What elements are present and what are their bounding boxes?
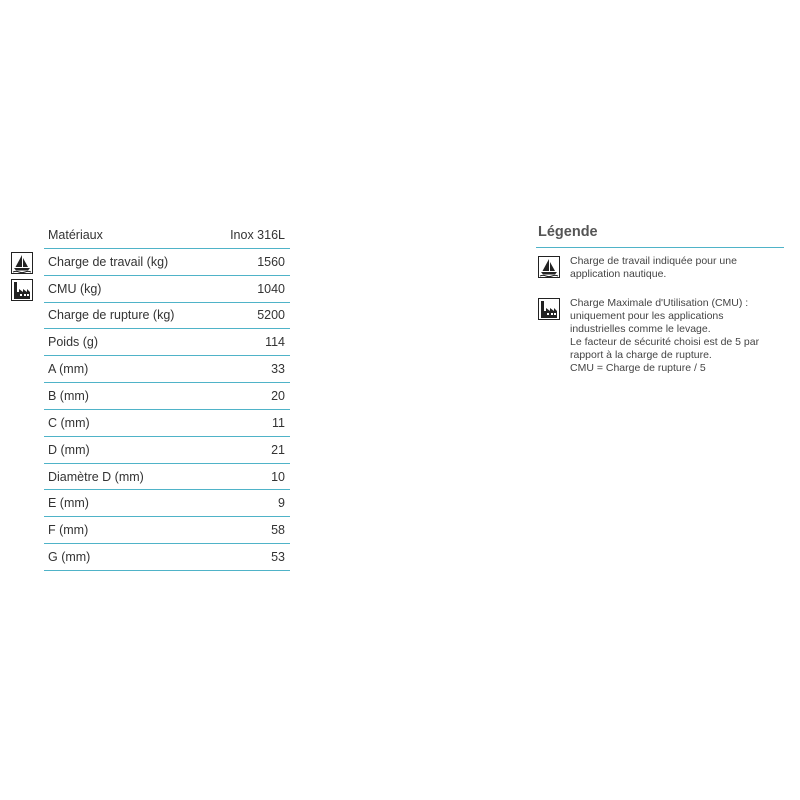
spec-value: Inox 316L (230, 227, 285, 242)
sailboat-icon (538, 256, 560, 278)
legend-text-line: uniquement pour les applications (570, 310, 724, 322)
spec-row-charge-de-rupture (44, 303, 290, 330)
spec-label: Matériaux (48, 227, 103, 242)
spec-row-b (44, 383, 290, 410)
spec-value: 53 (271, 550, 285, 565)
spec-label: D (mm) (48, 442, 90, 457)
legend-text-line: industrielles comme le levage. (570, 323, 711, 335)
spec-label: Charge de travail (kg) (48, 254, 169, 269)
spec-row-a (44, 356, 290, 383)
spec-row-g (44, 544, 290, 571)
spec-value: 11 (272, 415, 285, 430)
spec-row-d (44, 437, 290, 464)
legend-item-nautical (536, 255, 784, 281)
spec-label: F (mm) (48, 523, 89, 538)
legend-panel (536, 222, 784, 375)
spec-label: Diamètre D (mm) (48, 469, 144, 484)
spec-label: E (mm) (48, 496, 89, 511)
spec-label: Poids (g) (48, 335, 99, 350)
spec-row-e (44, 490, 290, 517)
spec-row-poids (44, 329, 290, 356)
spec-label: A (mm) (48, 362, 89, 377)
spec-value: 33 (271, 362, 285, 377)
spec-value: 21 (271, 442, 285, 457)
legend-text-line: application nautique. (570, 268, 667, 280)
spec-label: C (mm) (48, 415, 90, 430)
legend-text-line: rapport à la charge de rupture. (570, 349, 712, 361)
factory-icon (11, 279, 33, 301)
legend-text-line: Charge Maximale d'Utilisation (CMU) : (570, 297, 749, 309)
spec-value: 1040 (257, 281, 285, 296)
spec-row-materiaux (44, 222, 290, 249)
spec-label: B (mm) (48, 388, 89, 403)
spec-row-cmu (44, 276, 290, 303)
spec-value: 5200 (257, 308, 285, 323)
spec-value: 10 (271, 469, 285, 484)
legend-text-line: Charge de travail indiquée pour une (570, 255, 737, 267)
spec-value: 9 (278, 496, 285, 511)
spec-label: G (mm) (48, 550, 91, 565)
legend-title: Légende (536, 222, 784, 248)
spec-label: CMU (kg) (48, 281, 102, 296)
factory-icon (538, 298, 560, 320)
spec-value: 1560 (257, 254, 285, 269)
legend-text-line: CMU = Charge de rupture / 5 (570, 362, 706, 374)
spec-value: 58 (271, 523, 285, 538)
legend-item-industrial (536, 297, 784, 375)
sailboat-icon (11, 252, 33, 274)
specs-table (44, 222, 290, 571)
spec-row-charge-de-travail (44, 249, 290, 276)
spec-value: 20 (271, 388, 285, 403)
legend-text-line: Le facteur de sécurité choisi est de 5 par (570, 336, 760, 348)
spec-row-diametre-d (44, 464, 290, 491)
spec-row-f (44, 517, 290, 544)
spec-value: 114 (265, 335, 285, 350)
spec-row-c (44, 410, 290, 437)
spec-label: Charge de rupture (kg) (48, 308, 175, 323)
